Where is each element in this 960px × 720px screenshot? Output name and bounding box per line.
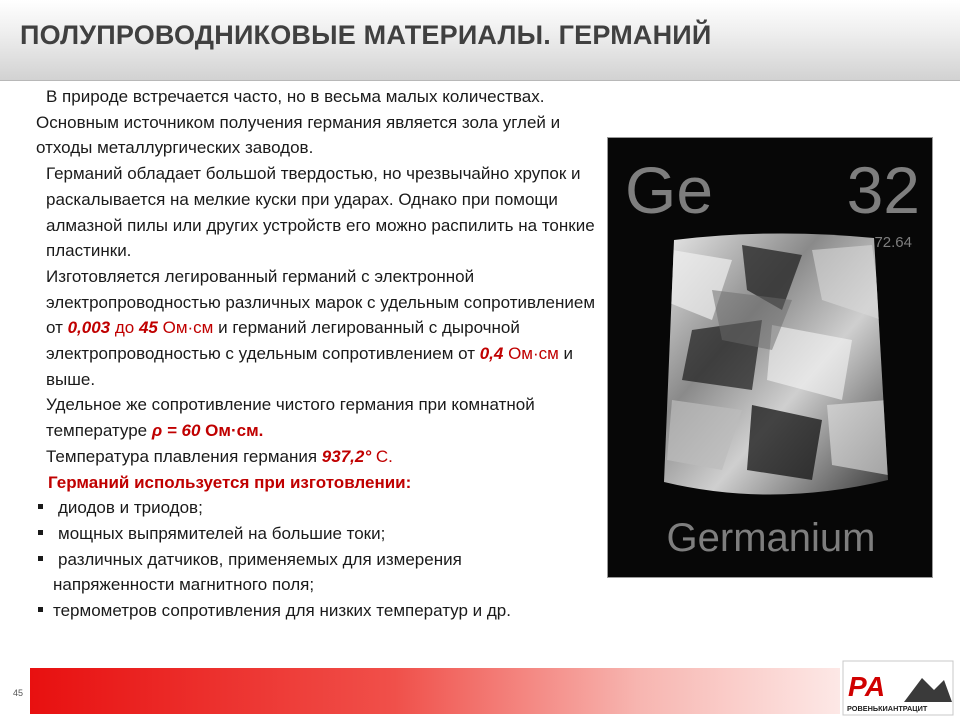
pure-resistivity-value: ρ = 60 [151, 421, 201, 441]
list-item-continuation: напряженности магнитного поля; [53, 575, 315, 595]
company-logo [842, 660, 954, 716]
resistivity-max: 45 [138, 318, 158, 338]
bullet-icon [38, 556, 43, 561]
slide-title: ПОЛУПРОВОДНИКОВЫЕ МАТЕРИАЛЫ. ГЕРМАНИЙ [20, 20, 712, 50]
paragraph-hardness: Германий обладает большой твердостью, но чрезвычайно хрупок и раскалывается на мелкие куски при ударах. Однако при помощи алмазной пилы или других устройств его можно распилить на тонкие пластинки. [46, 164, 595, 261]
uses-subheading: Германий используется при изготовлении: [48, 472, 412, 492]
svg-text:РОВЕНЬКИАНТРАЦИТ: РОВЕНЬКИАНТРАЦИТ [847, 704, 928, 713]
list-item: мощных выпрямителей на большие токи; [36, 521, 601, 547]
bullet-icon [38, 530, 43, 535]
paragraph-source: Основным источником получения германия является зола углей и отходы металлургических заводов. [36, 112, 561, 158]
atomic-mass: 72.64 [874, 234, 912, 251]
bullet-icon [38, 607, 43, 612]
footer-bar [30, 668, 840, 714]
germanium-crystal-image [652, 230, 892, 520]
germanium-element-card [607, 137, 933, 578]
melting-point-value: 937,2° [321, 446, 372, 466]
page-number: 45 [13, 688, 24, 698]
paragraph-melting: Температура плавления германия 937,2° С. [46, 446, 393, 466]
paragraph-occurrence: В природе встречается часто, но в весьма малых количествах. [46, 87, 545, 106]
body-text [36, 84, 601, 624]
element-symbol: Ge [625, 153, 714, 227]
list-item: диодов и триодов; [36, 495, 601, 521]
list-item: термометров сопротивления для низких температур и др. [36, 598, 601, 624]
element-name: Germanium [666, 516, 876, 560]
paragraph-doping: Изготовляется легированный германий с электронной электропроводностью различных марок с удельным сопротивлением от 0,003 до 45 Ом·см и германий легированный с дырочной электропроводностью с удельным сопротивлением от 0,4 Ом·см и выше. [46, 266, 596, 389]
paragraph-pure-resistivity: Удельное же сопротивление чистого германия при комнатной температуре ρ = 60 Ом·см. [46, 395, 535, 441]
resistivity-hole: 0,4 [479, 344, 504, 364]
atomic-number: 32 [846, 153, 920, 227]
bullet-icon [38, 504, 43, 509]
svg-text:РА: РА [848, 671, 886, 702]
list-item: различных датчиков, применяемых для измерения [36, 547, 601, 573]
resistivity-min: 0,003 [67, 318, 111, 338]
